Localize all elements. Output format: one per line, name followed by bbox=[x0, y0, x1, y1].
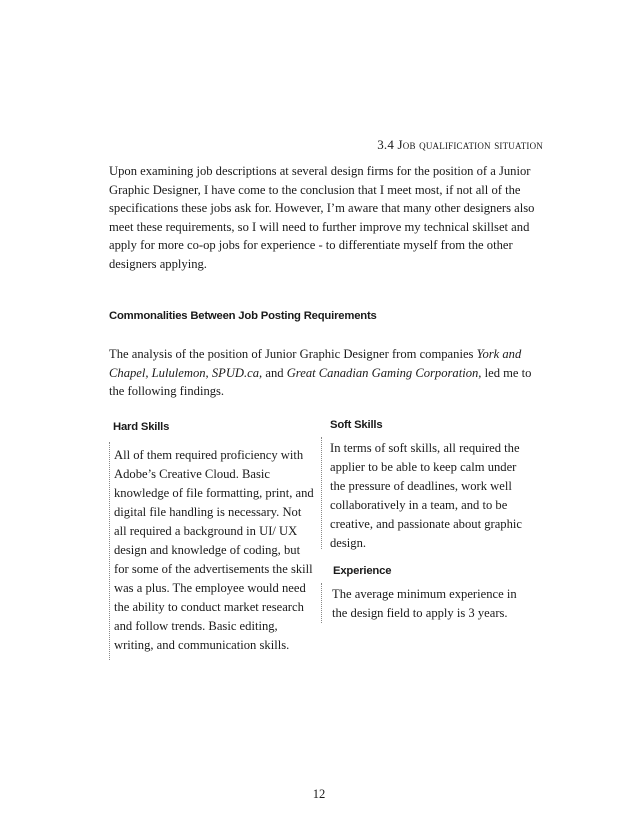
analysis-and: and bbox=[262, 365, 287, 380]
experience-heading: Experience bbox=[333, 565, 392, 577]
section-title: Job qualification situation bbox=[397, 137, 543, 152]
intro-paragraph: Upon examining job descriptions at several design firms for the position of a Junior Graphic Designer, I have come to the conclusion that I meet most, if not all of the specifications these jobs ask for. However, I’m aware that many other designers also meet these requirements, so I will need to further improve my technical skillset and apply for more co-op jobs for experience - to differentiate myself from the other designers applying. bbox=[109, 164, 535, 271]
section-heading bbox=[377, 137, 543, 153]
analysis-companies-1: York and Chapel, Lululemon, SPUD.ca, bbox=[109, 347, 522, 380]
analysis-lead: The analysis of the position of Junior Graphic Designer from companies bbox=[109, 347, 477, 361]
analysis-paragraph bbox=[109, 345, 549, 401]
section-number: 3.4 bbox=[377, 137, 395, 152]
experience-text: The average minimum experience in the design field to apply is 3 years. bbox=[332, 587, 517, 620]
soft-skills-heading: Soft Skills bbox=[330, 419, 383, 431]
soft-skills-text: In terms of soft skills, all required the applier to be able to keep calm under the pressure of deadlines, work well collaboratively in a team, and to be creative, and passionate about graphic design. bbox=[330, 441, 522, 550]
analysis-tail: led me to the following findings. bbox=[109, 365, 532, 398]
hard-skills-text: All of them required proficiency with Adobe’s Creative Cloud. Basic knowledge of file formatting, print, and digital file handling is necessary. Not all required a background in UI/ UX design and knowledge of coding, but for some of the advertisements the skill was a plus. The employee would need the ability to conduct market research and follow trends. Basic editing, writing, and communication skills. bbox=[114, 448, 314, 652]
hard-skills-heading: Hard Skills bbox=[113, 421, 170, 433]
page-number: 12 bbox=[312, 787, 326, 801]
commonalities-heading: Commonalities Between Job Posting Requirements bbox=[109, 310, 377, 322]
analysis-companies-2: Great Canadian Gaming Corporation, bbox=[286, 365, 482, 380]
